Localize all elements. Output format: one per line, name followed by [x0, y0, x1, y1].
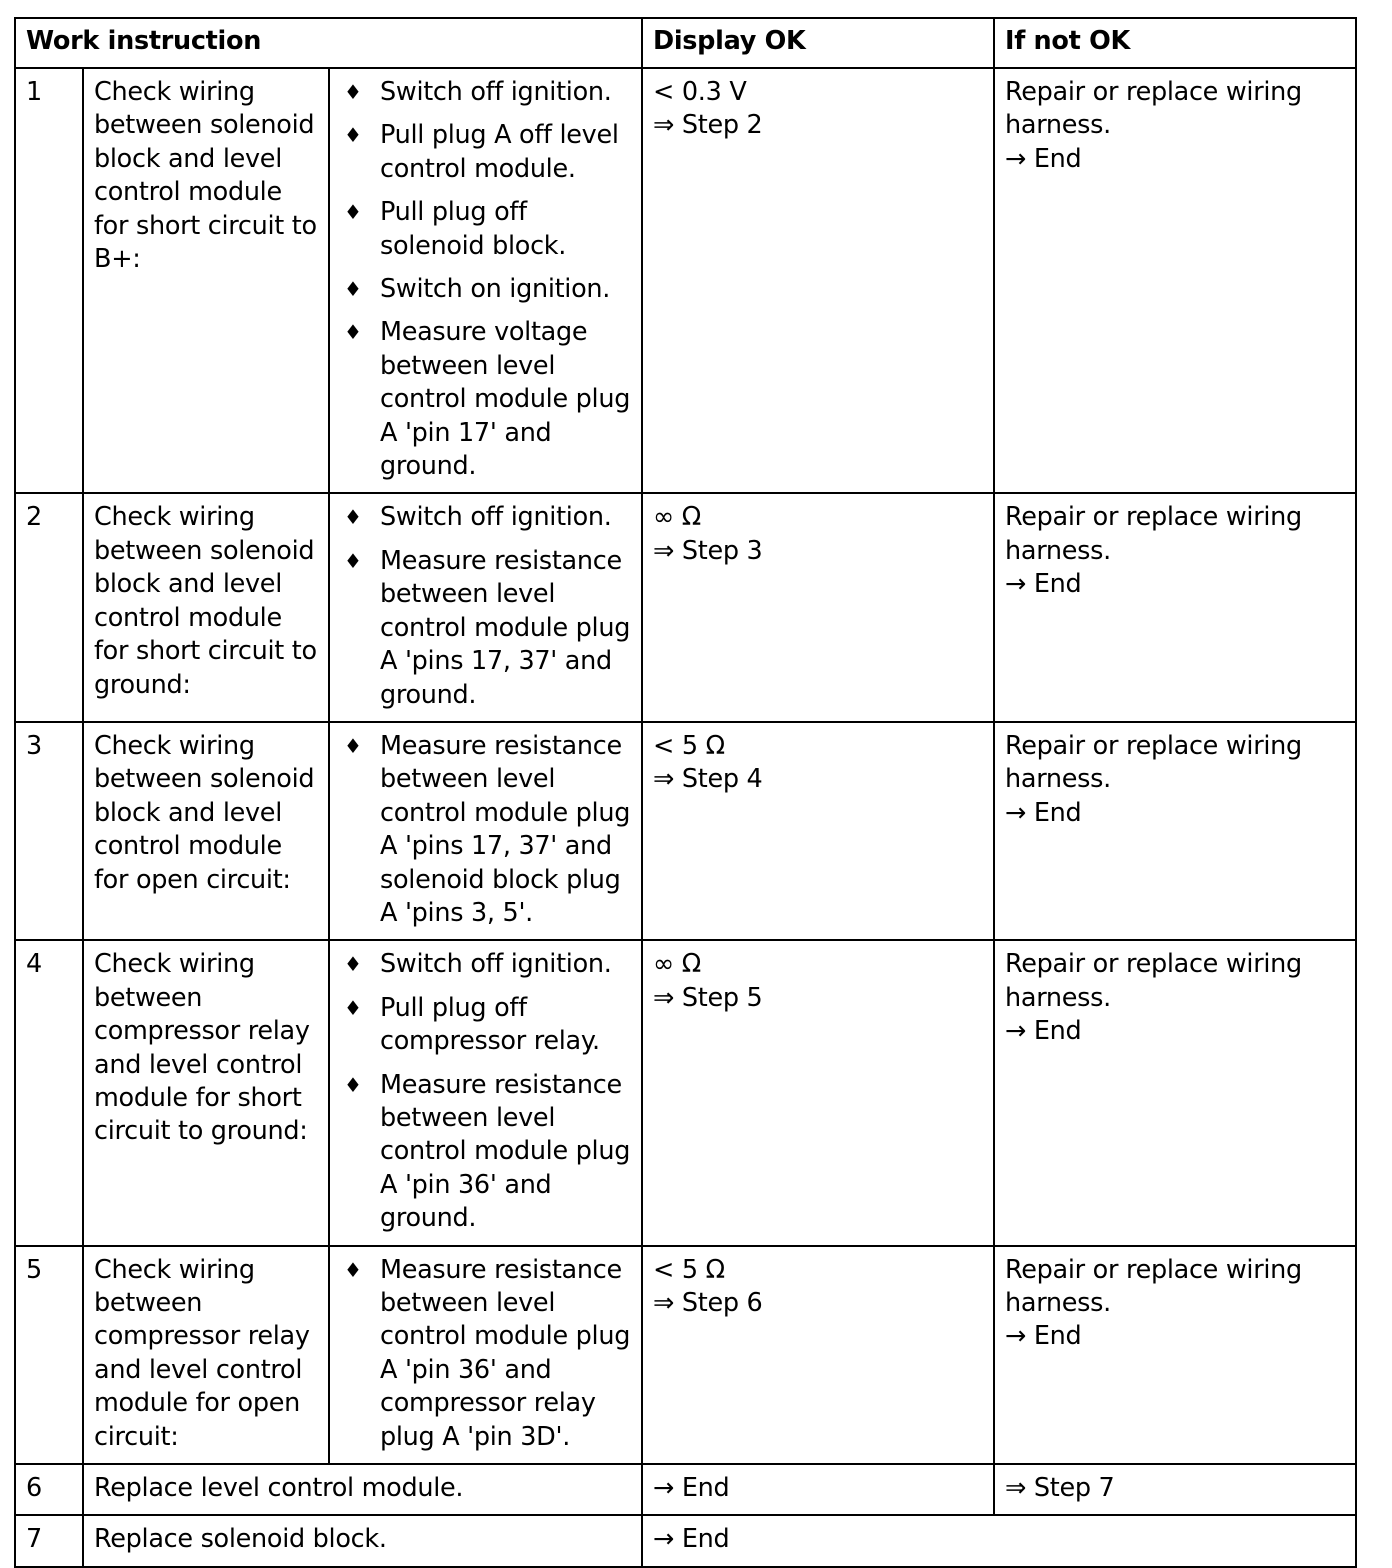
if-not-ok-cell [994, 493, 1356, 721]
display-ok-cell [642, 940, 994, 1245]
instruction-text: Pull plug off compressor relay. [380, 992, 600, 1057]
instruction-item [340, 730, 631, 930]
instruction-text: Measure resistance between level control module plug A 'pins 17, 37' and ground. [380, 545, 631, 710]
step-number: 3 [15, 722, 83, 940]
diamond-bullet-icon: ♦ [344, 1257, 362, 1282]
table-header-row [15, 18, 1356, 68]
instruction-item [340, 119, 631, 186]
instruction-item [340, 316, 631, 483]
instruction-item [340, 1069, 631, 1236]
instruction-list [340, 76, 631, 483]
step-number: 7 [15, 1515, 83, 1566]
if-not-ok-cell [994, 68, 1356, 493]
action-cell: Replace level control module. [83, 1464, 642, 1515]
diamond-bullet-icon: ♦ [344, 548, 362, 573]
check-description: Check wiring between compressor relay and level control module for short circuit to ground: [83, 940, 329, 1245]
table-body [15, 68, 1356, 1567]
if-not-ok-line: → End [1005, 143, 1082, 174]
diamond-bullet-icon: ♦ [344, 80, 362, 104]
diamond-bullet-icon: ♦ [344, 995, 362, 1020]
check-description: Check wiring between solenoid block and level control module for open circuit: [83, 722, 329, 940]
instruction-text: Measure resistance between level control module plug A 'pin 36' and ground. [380, 1069, 631, 1234]
if-not-ok-line: Repair or replace wiring harness. [1005, 77, 1302, 141]
diamond-bullet-icon: ♦ [344, 277, 362, 302]
instruction-item [340, 545, 631, 712]
instruction-list [340, 948, 631, 1235]
check-description: Check wiring between solenoid block and level control module for short circuit to ground: [83, 493, 329, 721]
step-number: 2 [15, 493, 83, 721]
if-not-ok-line: Repair or replace wiring harness. [1005, 949, 1302, 1013]
diamond-bullet-icon: ♦ [344, 952, 362, 977]
if-not-ok-line: Repair or replace wiring harness. [1005, 502, 1302, 566]
check-description: Check wiring between solenoid block and level control module for short circuit to B+: [83, 68, 329, 493]
if-not-ok-line: Repair or replace wiring harness. [1005, 1254, 1302, 1318]
step-number: 4 [15, 940, 83, 1245]
instruction-text: Pull plug off solenoid block. [380, 197, 567, 261]
display-ok-line: < 5 Ω [653, 730, 725, 761]
instruction-item [340, 992, 631, 1059]
display-ok-line: → End [653, 1473, 730, 1504]
display-ok-line: ⇒ Step 2 [653, 110, 763, 141]
display-ok-line: → End [653, 1524, 730, 1555]
diamond-bullet-icon: ♦ [344, 200, 362, 225]
display-ok-line: ∞ Ω [653, 949, 701, 980]
display-ok-cell [642, 1464, 994, 1515]
instruction-text: Switch off ignition. [380, 949, 612, 980]
work-instruction-table [14, 17, 1357, 1568]
step-number: 1 [15, 68, 83, 493]
instruction-cell [329, 493, 642, 721]
display-ok-line: ⇒ Step 6 [653, 1288, 763, 1318]
instruction-cell [329, 1246, 642, 1464]
table-row [15, 722, 1356, 940]
instruction-text: Switch on ignition. [380, 274, 611, 305]
instruction-text: Pull plug A off level control module. [380, 120, 619, 184]
instruction-item [340, 1254, 631, 1454]
check-description: Check wiring between compressor relay and level control module for open circuit: [83, 1246, 329, 1464]
display-ok-cell [642, 493, 994, 721]
if-not-ok-line: Repair or replace wiring harness. [1005, 730, 1302, 795]
step-number: 5 [15, 1246, 83, 1464]
if-not-ok-line: ⇒ Step 7 [1005, 1473, 1115, 1504]
instruction-item [340, 76, 631, 109]
display-ok-line: < 5 Ω [653, 1254, 725, 1285]
if-not-ok-line: → End [1005, 1321, 1082, 1352]
display-ok-line: < 0.3 V [653, 77, 747, 107]
instruction-text: Measure voltage between level control module plug A 'pin 17' and ground. [380, 317, 631, 482]
instruction-text: Switch off ignition. [380, 77, 612, 107]
instruction-item [340, 948, 631, 981]
display-ok-line: ⇒ Step 5 [653, 982, 763, 1013]
display-ok-line: ⇒ Step 3 [653, 535, 763, 566]
if-not-ok-cell [994, 722, 1356, 940]
instruction-cell [329, 940, 642, 1245]
diamond-bullet-icon: ♦ [344, 733, 362, 758]
if-not-ok-cell [994, 1246, 1356, 1464]
instruction-text: Measure resistance between level control module plug A 'pins 17, 37' and solenoid block plug A 'pins 3, 5'. [380, 730, 631, 928]
display-ok-cell [642, 1515, 1356, 1566]
if-not-ok-cell [994, 1464, 1356, 1515]
step-number: 6 [15, 1464, 83, 1515]
table-row [15, 1464, 1356, 1515]
if-not-ok-line: → End [1005, 1016, 1082, 1047]
instruction-cell [329, 68, 642, 493]
instruction-item [340, 501, 631, 534]
header-work-instruction: Work instruction [15, 18, 642, 68]
table-row [15, 940, 1356, 1245]
diamond-bullet-icon: ♦ [344, 123, 362, 148]
header-if-not-ok: If not OK [994, 18, 1356, 68]
display-ok-line: ∞ Ω [653, 502, 701, 533]
if-not-ok-cell [994, 940, 1356, 1245]
instruction-list [340, 501, 631, 711]
instruction-text: Measure resistance between level control module plug A 'pin 36' and compressor relay plug A 'pin 3D'. [380, 1254, 631, 1452]
display-ok-cell [642, 1246, 994, 1464]
table-row [15, 1246, 1356, 1464]
instruction-text: Switch off ignition. [380, 502, 612, 533]
action-cell: Replace solenoid block. [83, 1515, 642, 1566]
diamond-bullet-icon: ♦ [344, 320, 362, 345]
display-ok-line: ⇒ Step 4 [653, 764, 763, 795]
if-not-ok-line: → End [1005, 569, 1082, 600]
instruction-list [340, 730, 631, 930]
table-row [15, 68, 1356, 493]
diamond-bullet-icon: ♦ [344, 505, 362, 530]
display-ok-cell [642, 68, 994, 493]
diamond-bullet-icon: ♦ [344, 1072, 362, 1097]
table-row [15, 493, 1356, 721]
if-not-ok-line: → End [1005, 797, 1082, 828]
instruction-cell [329, 722, 642, 940]
instruction-item [340, 273, 631, 306]
instruction-list [340, 1254, 631, 1454]
header-display-ok: Display OK [642, 18, 994, 68]
table-row [15, 1515, 1356, 1566]
display-ok-cell [642, 722, 994, 940]
instruction-item [340, 196, 631, 263]
